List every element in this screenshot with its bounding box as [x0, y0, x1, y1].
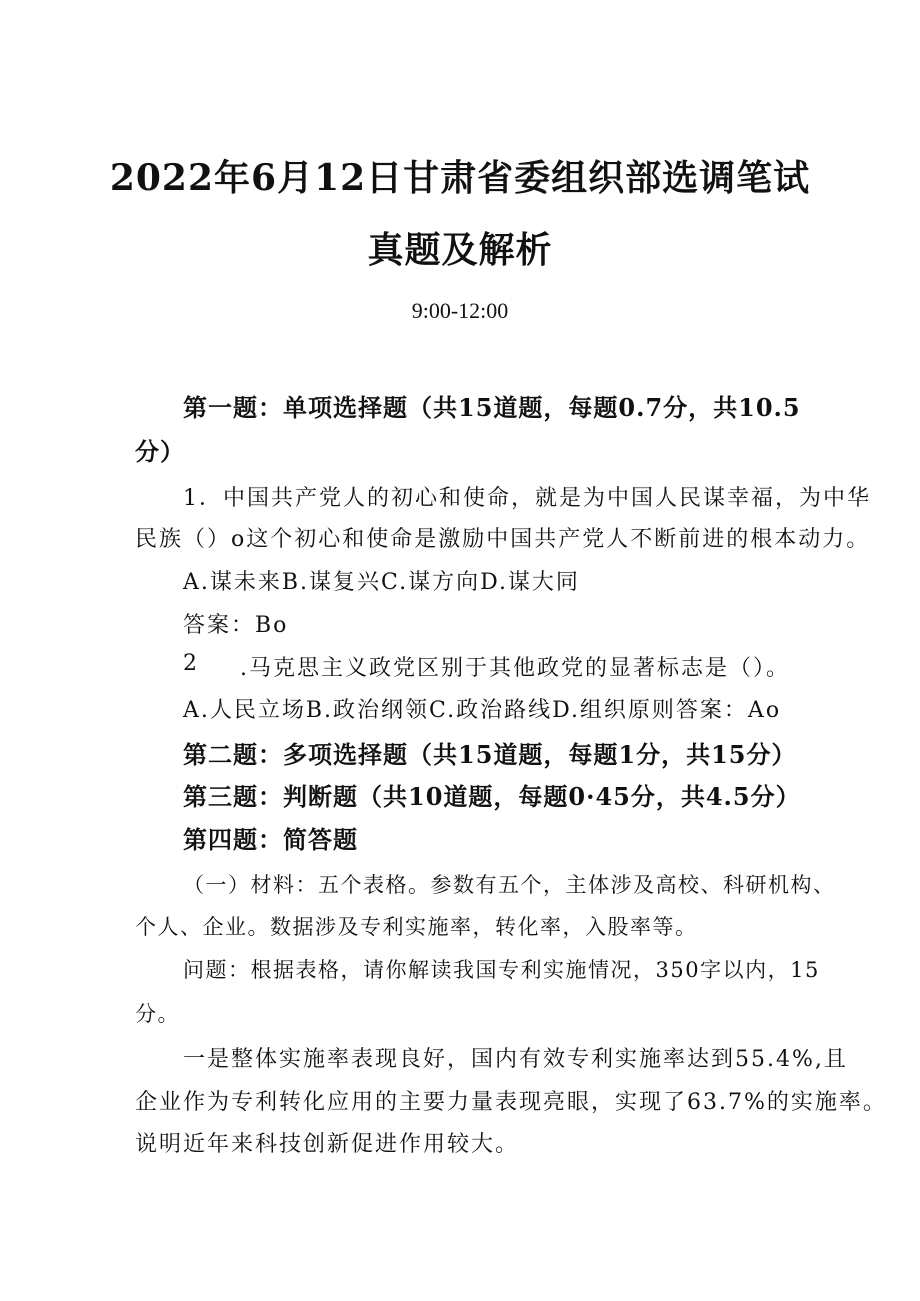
section1-heading-continued: 分） — [135, 437, 185, 466]
answer-paragraph-line-3: 说明近年来科技创新促进作用较大。 — [135, 1132, 520, 1157]
section2-heading: 第二题：多项选择题（共15道题，每题1分，共15分） — [183, 740, 797, 769]
section4-heading: 第四题：简答题 — [183, 825, 358, 854]
answer-paragraph-line-2: 企业作为专利转化应用的主要力量表现亮眼，实现了63.7%的实施率。 — [135, 1090, 887, 1115]
question-2-options-answer: A.人民立场B.政治纲领C.政治路线D.组织原则答案：Ao — [183, 698, 782, 723]
section1-heading: 第一题：单项选择题（共15道题，每题0.7分，共10.5 — [183, 393, 801, 422]
section3-heading: 第三题：判断题（共10道题，每题0·45分，共4.5分） — [183, 782, 801, 811]
material-text: （一）材料：五个表格。参数有五个，主体涉及高校、科研机构、 — [183, 873, 836, 897]
exam-time: 9:00-12:00 — [411, 298, 509, 323]
question-2-number: 2 — [183, 651, 199, 676]
document-title-line-2: 真题及解析 — [367, 229, 553, 271]
document-title-line-1: 2022年6月12日甘肃省委组织部选调笔试 — [109, 157, 811, 199]
question-1-text-continued: 民族（）o这个初心和使命是激励中国共产党人不断前进的根本动力。 — [135, 527, 871, 552]
question-2-text: .马克思主义政党区别于其他政党的显著标志是（）。 — [240, 656, 790, 681]
question-1-text: 1．中国共产党人的初心和使命，就是为中国人民谋幸福，为中华 — [183, 486, 871, 511]
material-text-continued: 个人、企业。数据涉及专利实施率，转化率，入股率等。 — [135, 915, 698, 939]
question-prompt-continued: 分。 — [135, 1002, 180, 1026]
answer-paragraph: 一是整体实施率表现良好，国内有效专利实施率达到55.4%,且 — [183, 1047, 848, 1072]
question-prompt: 问题：根据表格，请你解读我国专利实施情况，350字以内，15 — [183, 958, 820, 982]
question-1-answer: 答案：Bo — [183, 613, 289, 638]
question-1-options: A.谋未来B.谋复兴C.谋方向D.谋大同 — [183, 570, 580, 595]
